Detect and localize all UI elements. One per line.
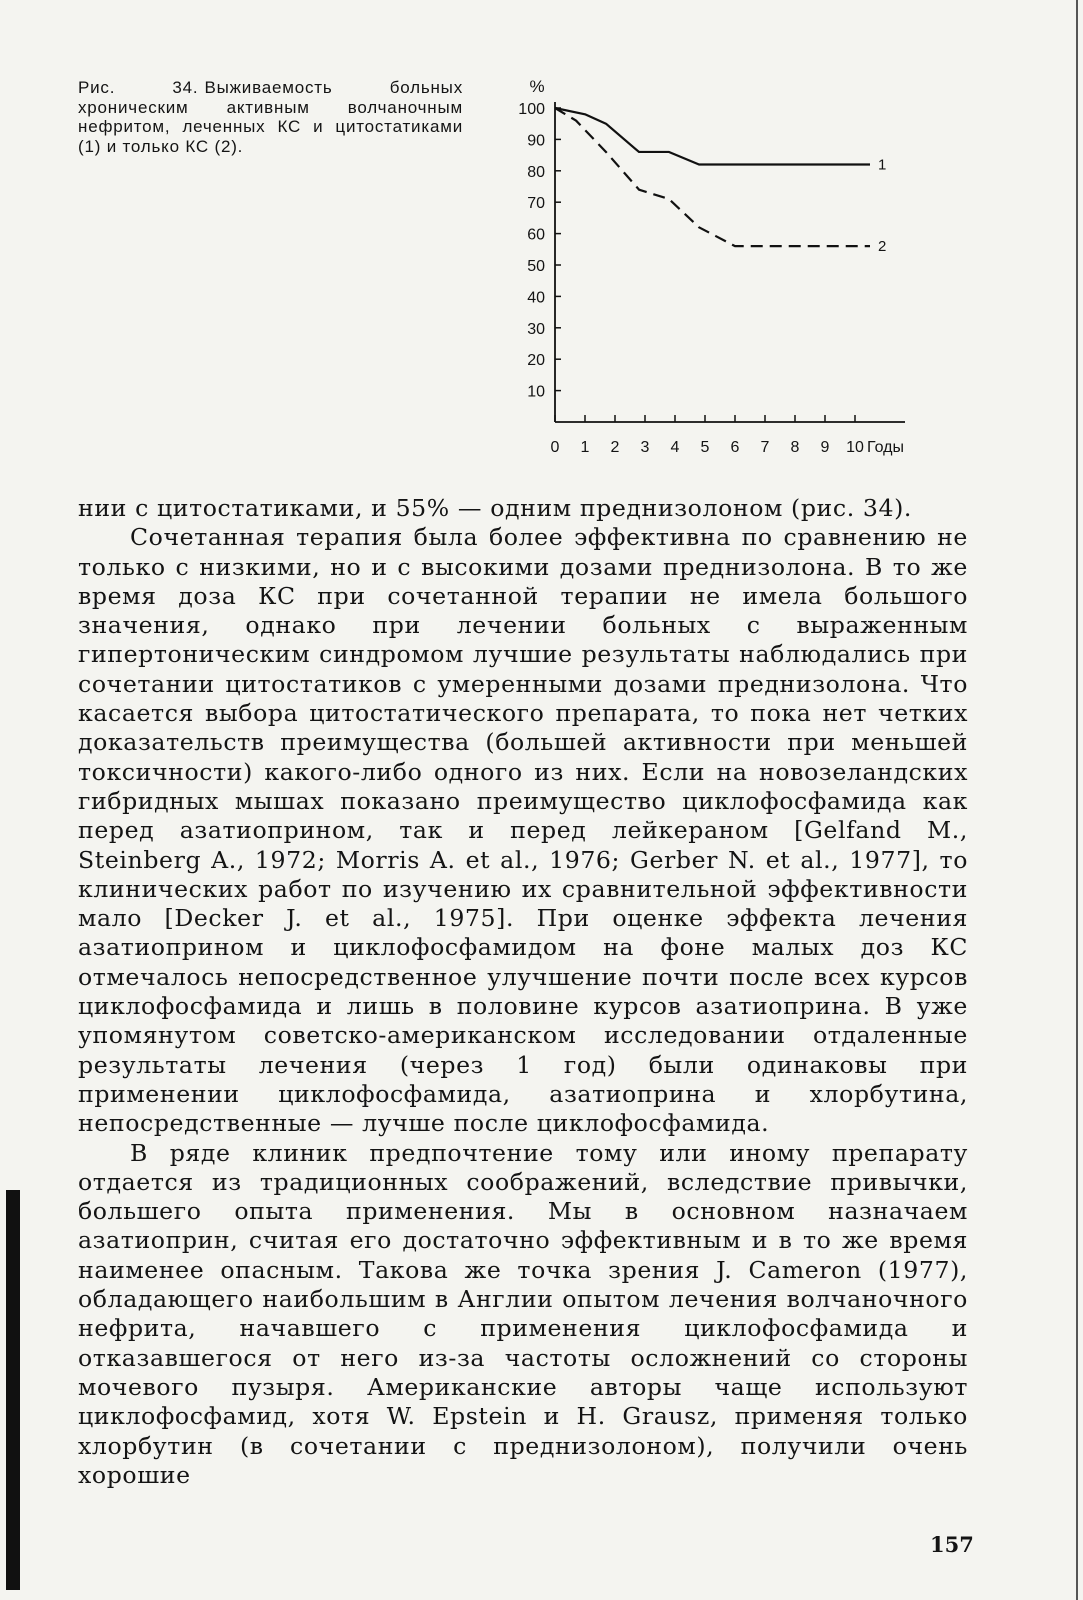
y-tick-label: 70 [527, 195, 545, 213]
series-line-1 [555, 108, 870, 165]
series-label-2: 2 [878, 238, 887, 256]
figure-label: Рис. 34. [78, 78, 199, 97]
y-tick-label: 30 [527, 320, 545, 338]
x-tick-label: 2 [610, 439, 620, 456]
series-label-1: 1 [878, 156, 887, 174]
x-tick-label: 8 [790, 439, 800, 456]
y-tick-label: 40 [527, 289, 545, 307]
paragraph: нии с цитостатиками, и 55% — одним преднизолоном (рис. 34). [78, 494, 913, 522]
scan-edge-mark [6, 1190, 20, 1590]
y-tick-label: 80 [527, 163, 545, 181]
y-tick-label: 50 [527, 258, 545, 275]
x-tick-label: 7 [760, 439, 770, 456]
series-line-2 [555, 108, 870, 246]
figure-caption-text: Выживаемость больных хроническим активным волчаночным нефритом, леченных КС и цитостатиками (1) и только КС (2). [78, 78, 463, 156]
y-tick-label: 60 [527, 226, 545, 244]
y-tick-label: 100 [518, 101, 545, 118]
y-tick-label: 90 [527, 132, 545, 150]
x-tick-label: 9 [820, 439, 830, 456]
y-tick-label: 10 [527, 383, 545, 401]
x-tick-label: 4 [670, 439, 680, 456]
page-number: 157 [930, 1532, 974, 1557]
paragraph: В ряде клиник предпочтение тому или иному препарату отдается из традиционных соображений, вследствие привычки, большего опыта применения. Мы в основном назначаем азатиоприн, считая его достаточно эффективным и в то же время наименее опасным. Такова же точка зрения J. Cameron (1977), обладающего наибольшим в Англии опытом лечения волчаночного нефрита, начавшего с применения циклофосфамида и отказавшегося от него из-за частоты осложнений со стороны мочевого пузыря. Американские авторы чаще используют циклофосфамид, хотя W. Epstein и H. Grausz, применяя только хлорбутин (в сочетании с преднизолоном), получили очень хорошие [78, 1138, 968, 1489]
survival-chart [480, 70, 940, 470]
x-tick-label: 10 [846, 439, 864, 456]
body-text [78, 494, 968, 1490]
x-tick-label: 6 [730, 439, 740, 456]
scan-edge-line [1076, 0, 1078, 1600]
x-axis-label: Годы [867, 439, 904, 456]
x-tick-label: 5 [700, 439, 710, 456]
paragraph: Сочетанная терапия была более эффективна по сравнению не только с низкими, но и с высокими дозами преднизолона. В то же время доза КС при сочетанной терапии не имела большого значения, однако при лечении больных с выраженным гипертоническим синдромом лучшие результаты наблюдались при сочетании цитостатиков с умеренными дозами преднизолона. Что касается выбора цитостатического препарата, то пока нет четких доказательств преимущества (большей активности при меньшей токсичности) какого-либо одного из них. Если на новозеландских гибридных мышах показано преимущество циклофосфамида как перед азатиоприном, так и перед лейкераном [Gelfand M., Steinberg A., 1972; Morris A. et al., 1976; Gerber N. et al., 1977], то клинических работ по изучению их сравнительной эффективности мало [Decker J. et al., 1975]. При оценке эффекта лечения азатиоприном и циклофосфамидом на фоне малых доз КС отмечалось непосредственное улучшение почти после всех курсов циклофосфамида и лишь в половине курсов азатиоприна. В уже упомянутом советско-американском исследовании отдаленные результаты лечения (через 1 год) были одинаковы при применении циклофосфамида, азатиоприна и хлорбутина, непосредственные — лучше после циклофосфамида. [78, 523, 968, 1138]
x-tick-label: 1 [580, 439, 590, 456]
x-tick-label: 0 [550, 439, 560, 456]
y-tick-label: 20 [527, 352, 545, 370]
figure-caption [78, 78, 463, 156]
x-tick-label: 3 [640, 439, 650, 456]
y-axis-label: % [529, 77, 545, 96]
